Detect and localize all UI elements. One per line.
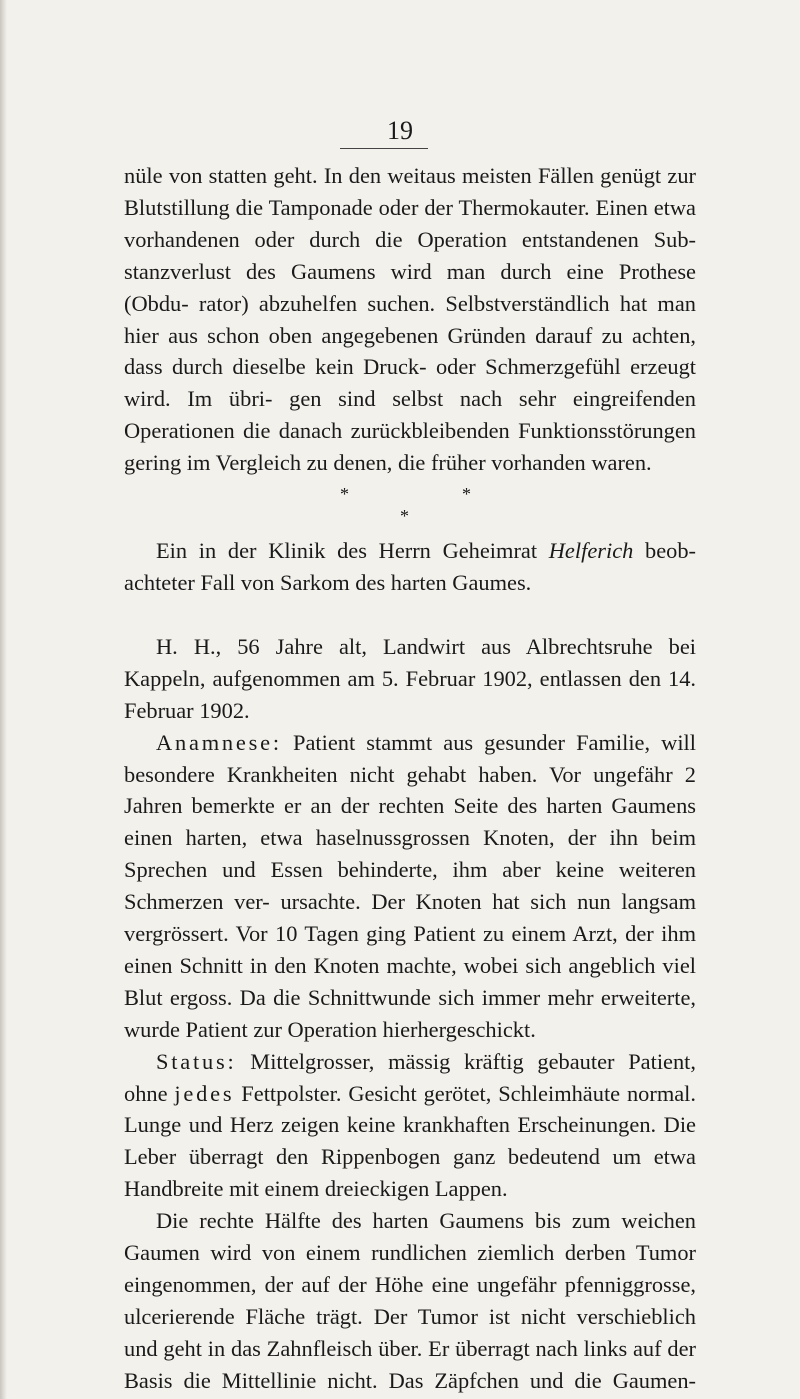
status-label: Status: <box>156 1048 237 1074</box>
separator-asterisk: * <box>462 484 471 505</box>
case-heading <box>124 535 696 599</box>
case-intro: H. H., 56 Jahre alt, Landwirt aus Albrechtsruhe bei Kappeln, aufgenommen am 5. Februar 1902, entlassen den 14. Februar 1902. <box>124 633 696 723</box>
status-text: Mittelgrosser, mässig kräftig gebauter Patient, ohne <box>124 1048 696 1106</box>
paragraph-treatment: nüle von statten geht. In den weitaus meisten Fällen genügt zur Blutstillung die Tamponade oder der Thermokauter. Einen etwa vorhandenen oder durch die Operation entstandenen Sub- stanzverlust des Gaumens wird man durch eine Prothese (Obdu- rator) abzuhelfen suchen. Selbstverständlich hat man hier aus schon oben angegebenen Gründen darauf zu achten, dass durch dieselbe kein Druck- oder Schmerzgefühl erzeugt wird. Im übri- gen sind selbst nach sehr eingreifenden Operationen die danach zurückbleibenden Funktionsstörungen gering im Vergleich zu denen, die früher vorhanden waren. <box>124 163 696 476</box>
status-text-cont: Fettpolster. Gesicht gerötet, Schleimhäute normal. Lunge und Herz zeigen keine krankhaften Erscheinungen. Die Leber überragt den Rippenbogen ganz bedeutend um etwa Handbreite mit einem dreieckigen Lappen. <box>124 1080 696 1202</box>
anamnese-text: Patient stammt aus gesunder Familie, will besondere Krankheiten nicht gehabt haben. Vor ungefähr 2 Jahren bemerkte er an der rechten Seite des harten Gaumens einen harten, etwa haselnussgrossen Knoten, der ihn beim Sprechen und Essen behinderte, ihm aber keine weiteren Schmerzen ver- ursachte. Der Knoten hat sich nun langsam vergrössert. Vor 10 Tagen ging Patient zu einem Arzt, der ihm einen Schnitt in den Knoten machte, wobei sich angeblich viel Blut ergoss. Da die Schnittwunde sich immer mehr erweiterte, wurde Patient zur Operation hierhergeschickt. <box>124 729 696 1042</box>
case-heading-text: Ein in der Klinik des Herrn Geheimrat <box>156 538 549 564</box>
separator-asterisk: * <box>340 484 349 505</box>
anamnese-label: Anamnese: <box>156 729 282 755</box>
page-number: 19 <box>387 116 413 145</box>
case-heading-text-end: beob- achteter Fall von Sarkom des harten Gaumes. <box>124 538 697 595</box>
tumor-paragraph: Die rechte Hälfte des harten Gaumens bis zum weichen Gaumen wird von einem rundlichen ziemlich derben Tumor eingenommen, der auf der Höhe eine ungefähr pfenniggrosse, ulcerierende Fläche trägt. Der Tumor ist nicht verschieblich und geht in das Zahnfleisch über. Er überragt nach links auf der Basis die Mittellinie nicht. Das Zäpfchen und die Gaumen- <box>124 1208 696 1393</box>
body-text <box>124 160 696 1397</box>
header-rule <box>340 148 428 149</box>
separator-asterisk: * <box>400 506 409 527</box>
section-separator <box>124 479 696 535</box>
surgeon-name: Helferich <box>548 538 634 564</box>
anamnese-paragraph <box>124 727 696 1046</box>
spacer <box>124 599 696 631</box>
status-emphasis: jedes <box>174 1080 235 1106</box>
status-paragraph <box>124 1046 696 1206</box>
page-edge-shadow <box>0 0 7 1399</box>
